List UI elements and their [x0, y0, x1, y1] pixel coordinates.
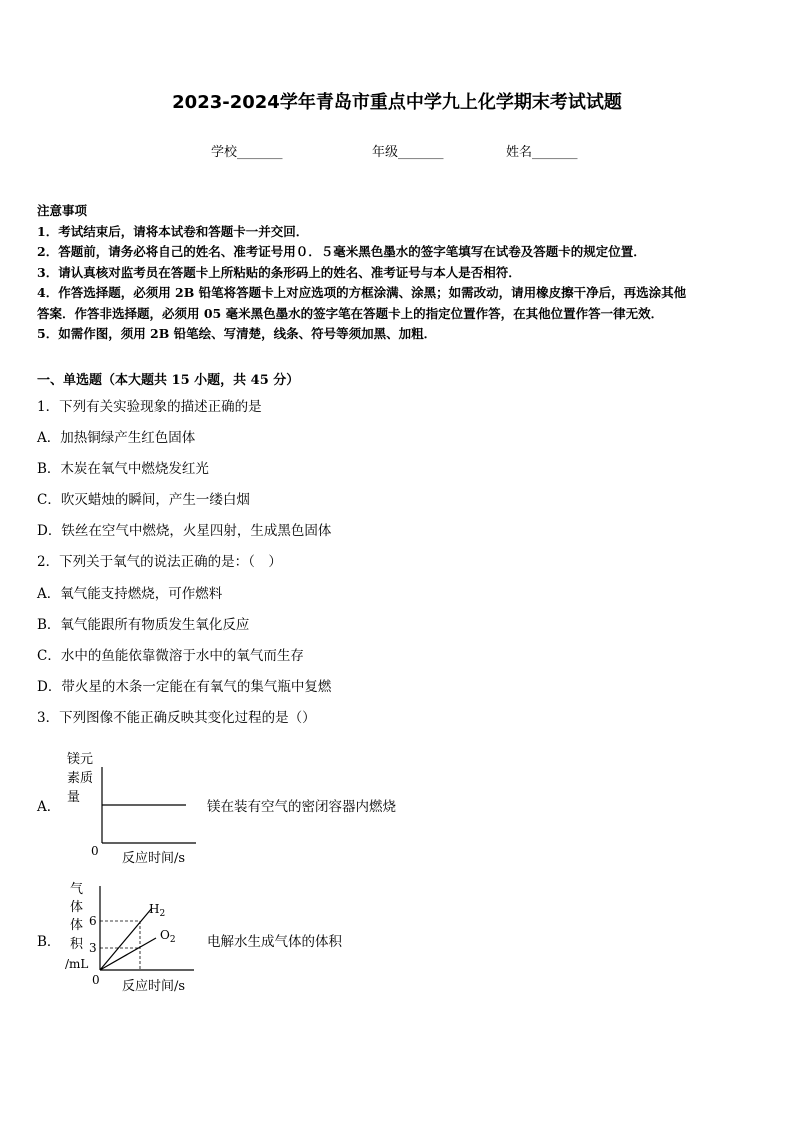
q2-option-a: A．氧气能支持燃烧，可作燃料: [37, 586, 223, 602]
q3-option-b-label: B．: [37, 934, 61, 950]
q1-option-a: A．加热铜绿产生红色固体: [37, 430, 196, 446]
b-ylabel-3: 体: [70, 918, 84, 933]
a-ylabel-3: 量: [67, 790, 81, 805]
b-xlabel: 反应时间/s: [122, 979, 186, 994]
q1-option-d: D．铁丝在空气中燃烧，火星四射，生成黑色固体: [37, 523, 332, 539]
a-ylabel-1: 镁元: [67, 752, 94, 767]
b-origin: 0: [92, 973, 100, 987]
question-3-stem: 3．下列图像不能正确反映其变化过程的是（）: [37, 710, 316, 726]
page-title: 2023-2024学年青岛市重点中学九上化学期末考试试题: [172, 92, 622, 113]
a-xlabel: 反应时间/s: [122, 851, 186, 866]
name-field: 姓名_______: [506, 145, 578, 160]
b-h2-line: [100, 908, 152, 970]
notes-block: [37, 201, 686, 345]
q1-option-b: B．木炭在氧气中燃烧发红光: [37, 461, 209, 477]
question-1-stem: 1．下列有关实验现象的描述正确的是: [37, 399, 262, 415]
b-ylabel-5: /mL: [65, 957, 89, 971]
q2-option-b: B．氧气能跟所有物质发生氧化反应: [37, 617, 250, 633]
note-item: 4．作答选择题，必须用 2B 铅笔将答题卡上对应选项的方框涂满、涂黑；如需改动，请用橡皮擦干净后，再选涂其他: [37, 285, 687, 300]
section-heading: 一、单选题（本大题共 15 小题，共 45 分）: [37, 373, 300, 388]
note-item: 2．答题前，请务必将自己的姓名、准考证号用０．５毫米黑色墨水的签字笔填写在试卷及答题卡的规定位置．: [37, 244, 646, 259]
b-ylabel-4: 积: [70, 937, 84, 952]
b-o2-line: [100, 938, 156, 970]
a-ylabel-2: 素质: [67, 771, 94, 786]
question-2-stem: 2．下列关于氧气的说法正确的是：（ ）: [37, 554, 282, 570]
b-h2-label: $H_2$: [149, 902, 166, 919]
b-o2-label: $O_2$: [160, 928, 176, 945]
a-origin: 0: [91, 844, 99, 858]
note-item: 1．考试结束后，请将本试卷和答题卡一并交回．: [37, 223, 309, 239]
q2-option-d: D．带火星的木条一定能在有氧气的集气瓶中复燃: [37, 679, 332, 695]
b-tick-6: 6: [89, 914, 97, 928]
note-item: 5．如需作图，须用 2B 铅笔绘、写清楚，线条、符号等须加黑、加粗．: [37, 326, 437, 341]
q1-option-c: C．吹灭蜡烛的瞬间，产生一缕白烟: [37, 492, 250, 508]
q3-option-b-desc: 电解水生成气体的体积: [207, 934, 342, 950]
notes-heading: 注意事项: [37, 203, 88, 218]
grade-field: 年级_______: [372, 145, 444, 160]
q3-option-a-desc: 镁在装有空气的密闭容器内燃烧: [207, 799, 396, 815]
b-ylabel-2: 体: [70, 900, 84, 915]
note-item: 答案．作答非选择题，必须用 05 毫米黑色墨水的签字笔在答题卡上的指定位置作答，在其他位置作答一律无效．: [37, 305, 664, 321]
b-ylabel-1: 气: [70, 882, 84, 897]
note-item: 3．请认真核对监考员在答题卡上所粘贴的条形码上的姓名、准考证号与本人是否相符．: [37, 264, 521, 280]
school-field: 学校_______: [211, 145, 283, 160]
q3-option-a-label: A．: [37, 799, 61, 815]
b-tick-3: 3: [89, 941, 97, 955]
q2-option-c: C．水中的鱼能依靠微溶于水中的氧气而生存: [37, 648, 304, 664]
